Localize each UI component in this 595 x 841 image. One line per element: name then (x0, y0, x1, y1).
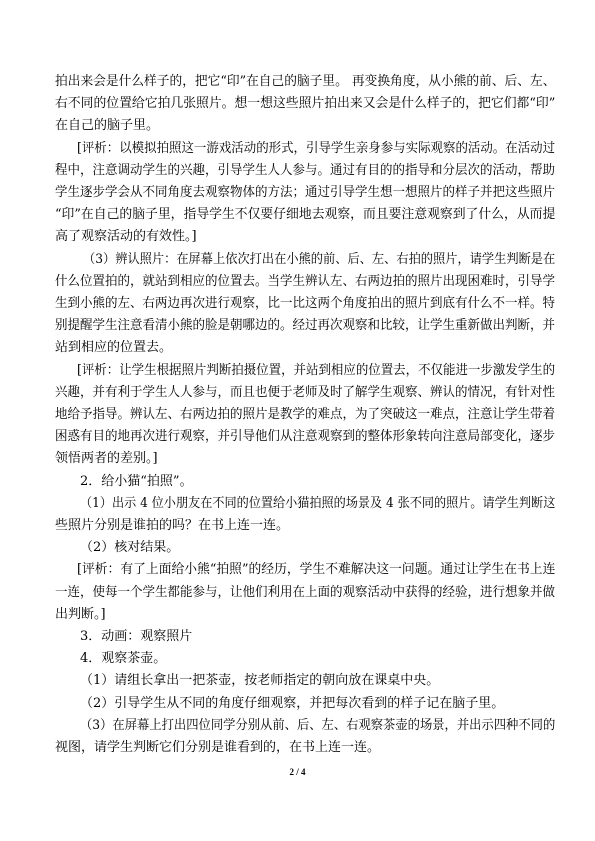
text-line: （1）请组长拿出一把茶壶，按老师指定的朝向放在课桌中央。 (80, 673, 440, 689)
text-line: 3．动画：观察照片 (80, 629, 193, 644)
text-line: 站到相应的位置去。 (55, 340, 173, 356)
text-line: [评析：有了上面给小熊“拍照”的经历，学生不难解决这一问题。通过让学生在书上连 (77, 562, 556, 578)
text-line: 生到小熊的左、右两边再次进行观察，比一比这两个角度拍出的照片到底有什么不一样。特 (55, 296, 556, 311)
text-line: 高了观察活动的有效性。] (55, 229, 197, 245)
text-line: 些照片分别是谁拍的吗？在书上连一连。 (55, 518, 290, 533)
text-line: （2）核对结果。 (80, 540, 180, 556)
text-line: [评析：以模拟拍照这一游戏活动的形式，引导学生亲身参与实际观察的活动。在活动过 (77, 140, 556, 156)
text-line: 领悟两者的差别。] (55, 451, 158, 467)
text-line: 兴趣，并有利于学生人人参与，而且也便于老师及时了解学生观察、辨认的情况，有针对性 (55, 384, 556, 400)
text-line: 困惑有目的地再次进行观察，并引导他们从注意观察到的整体形象转向注意局部变化，逐步 (55, 429, 556, 445)
text-line: 出判断。] (55, 606, 106, 622)
text-line: （2）引导学生从不同的角度仔细观察，并把每次看到的样子记在脑子里。 (80, 695, 505, 711)
text-line: （1）出示 4 位小朋友在不同的位置给小猫拍照的场景及 4 张不同的照片。请学生判断这 (80, 495, 556, 511)
text-line: （3）辨认照片：在屏幕上依次打出在小熊的前、后、左、右拍的照片，请学生判断是在 (83, 251, 556, 267)
text-line: 4．观察茶壶。 (80, 651, 167, 667)
text-line: 程中，注意调动学生的兴趣，引导学生人人参与。通过有目的的指导和分层次的活动，帮助 (55, 162, 556, 178)
text-line: （3）在屏幕上打出四位同学分别从前、后、左、右观察茶壶的场景，并出示四种不同的 (80, 717, 556, 733)
text-line: 拍出来会是什么样子的，把它“印”在自己的脑子里。 再变换角度，从小熊的前、后、左、 (55, 74, 556, 89)
text-line: “印”在自己的脑子里，指导学生不仅要仔细地去观察，而且要注意观察到了什么，从而提 (55, 207, 556, 223)
text-line: 右不同的位置给它拍几张照片。想一想这些照片拍出来又会是什么样子的，把它们都“印” (55, 96, 556, 112)
text-line: 视图，请学生判断它们分别是谁看到的，在书上连一连。 (55, 740, 381, 755)
text-line: 一连，使每一个学生都能参与，让他们利用在上面的观察活动中获得的经验，进行想象并做 (55, 584, 556, 600)
text-line: 别提醒学生注意看清小熊的脸是朝哪边的。经过再次观察和比较，让学生重新做出判断，并 (55, 318, 556, 334)
text-line: 学生逐步学会从不同角度去观察物体的方法；通过引导学生想一想照片的样子并把这些照片 (55, 185, 556, 200)
page-number: 2 / 4 (289, 767, 306, 778)
text-line: 2．给小猫“拍照”。 (80, 473, 193, 489)
text-line: 地给予指导。辨认左、右两边拍的照片是教学的难点，为了突破这一难点，注意让学生带着 (55, 407, 556, 422)
text-line: 在自己的脑子里。 (55, 118, 160, 134)
text-line: [评析：让学生根据照片判断拍摄位置，并站到相应的位置去，不仅能进一步激发学生的 (77, 362, 556, 378)
text-line: 什么位置拍的，就站到相应的位置去。当学生辨认左、右两边拍的照片出现困难时，引导学 (55, 273, 556, 289)
